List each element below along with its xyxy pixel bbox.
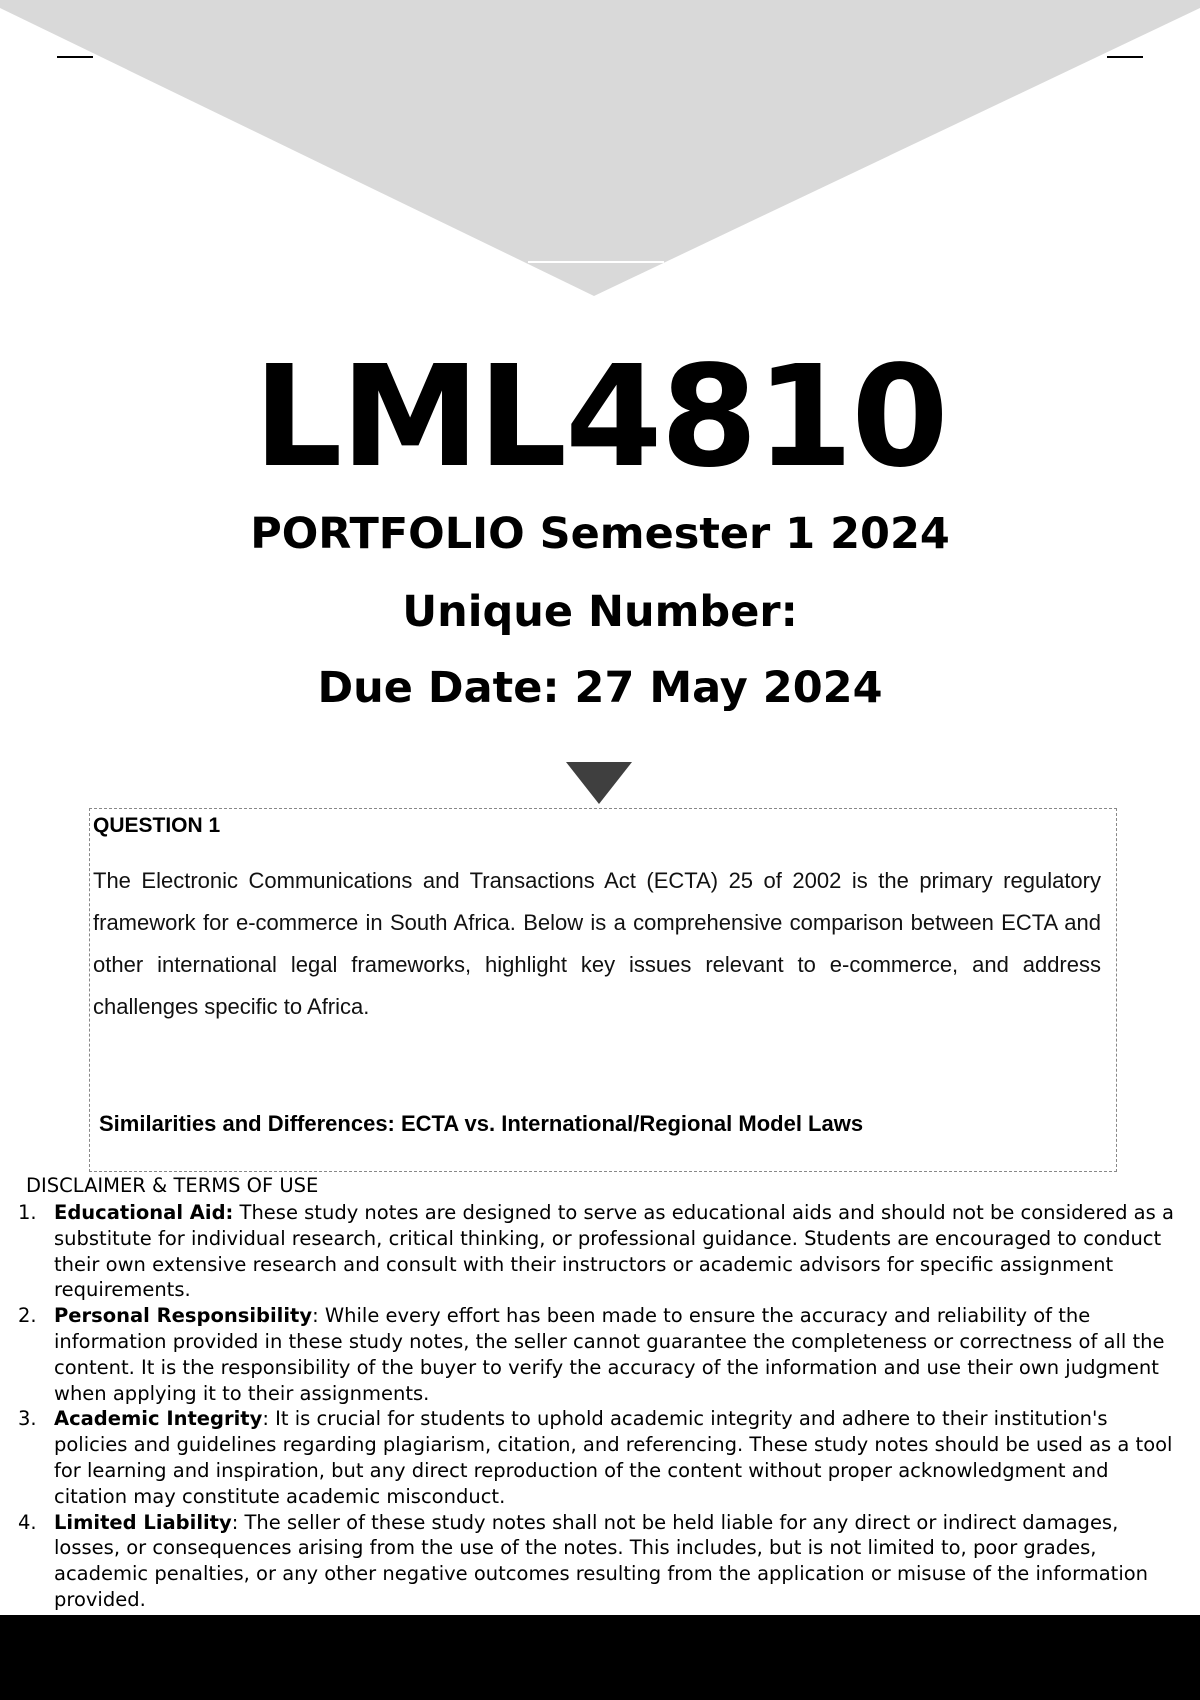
list-item-number: 4.: [18, 1510, 37, 1534]
list-item-text: : The seller of these study notes shall not be held liable for any direct or indirect damages, losses, or consequences arising from the use of the notes. This includes, but is not limited to, poor grades, academic penalties, or any other negative outcomes resulting from the application or misuse of the information provided.: [54, 1510, 1149, 1611]
list-item-number: 2.: [18, 1304, 37, 1328]
question-heading: QUESTION 1: [93, 814, 221, 837]
list-item: [0, 1200, 1200, 1303]
list-item-term: Personal Responsibility: [54, 1304, 313, 1328]
question-subheading: Similarities and Differences: ECTA vs. International/Regional Model Laws: [99, 1111, 864, 1136]
list-item-text: : While every effort has been made to ensure the accuracy and reliability of the information provided in these study notes, the seller cannot guarantee the completeness or correctness of all the content. It is the responsibility of the buyer to verify the accuracy of the information and use their own judgment when applying it to their assignments.: [54, 1304, 1165, 1405]
portfolio-semester-line: PORTFOLIO Semester 1 2024: [250, 509, 950, 559]
list-item: [0, 1303, 1200, 1406]
list-item-number: 1.: [18, 1201, 37, 1224]
disclaimer-title: DISCLAIMER & TERMS OF USE: [26, 1174, 319, 1197]
disclaimer-list: [0, 1200, 1200, 1613]
top-chevron-decoration: [0, 0, 1200, 300]
list-item-term: Academic Integrity: [54, 1407, 263, 1431]
bottom-bar: [0, 1615, 1200, 1700]
list-item: [0, 1406, 1200, 1509]
list-item-term: Educational Aid:: [54, 1201, 234, 1224]
due-date-line: Due Date: 27 May 2024: [317, 663, 883, 713]
list-item-text: : It is crucial for students to uphold academic integrity and adhere to their institution's policies and guidelines regarding plagiarism, citation, and referencing. These study notes should be used as a tool for learning and inspiration, but any direct reproduction of the content without proper acknowledgment and citation may constitute academic misconduct.: [54, 1407, 1173, 1508]
question-preview-box: [89, 808, 1117, 1172]
corner-mark-right: [1107, 56, 1143, 58]
unique-number-line: Unique Number:: [402, 587, 798, 637]
list-item-text: These study notes are designed to serve as educational aids and should not be considered as a substitute for individual research, critical thinking, or professional guidance. Students are encouraged to conduct their own extensive research and consult with their instructors or academic advisors for specific assignment requirements.: [54, 1201, 1174, 1302]
list-item-term: Limited Liability: [54, 1510, 232, 1534]
list-item-number: 3.: [18, 1407, 37, 1431]
down-triangle-icon: [566, 762, 632, 804]
question-body: The Electronic Communications and Transactions Act (ECTA) 25 of 2002 is the primary regulatory framework for e-commerce in South Africa. Below is a comprehensive comparison between ECTA and other international legal frameworks, highlight key issues relevant to e-commerce, and address challenges specific to Africa.: [93, 868, 1101, 1019]
corner-mark-left: [57, 56, 93, 58]
list-item: [0, 1510, 1200, 1613]
course-code-title: LML4810: [253, 336, 947, 499]
